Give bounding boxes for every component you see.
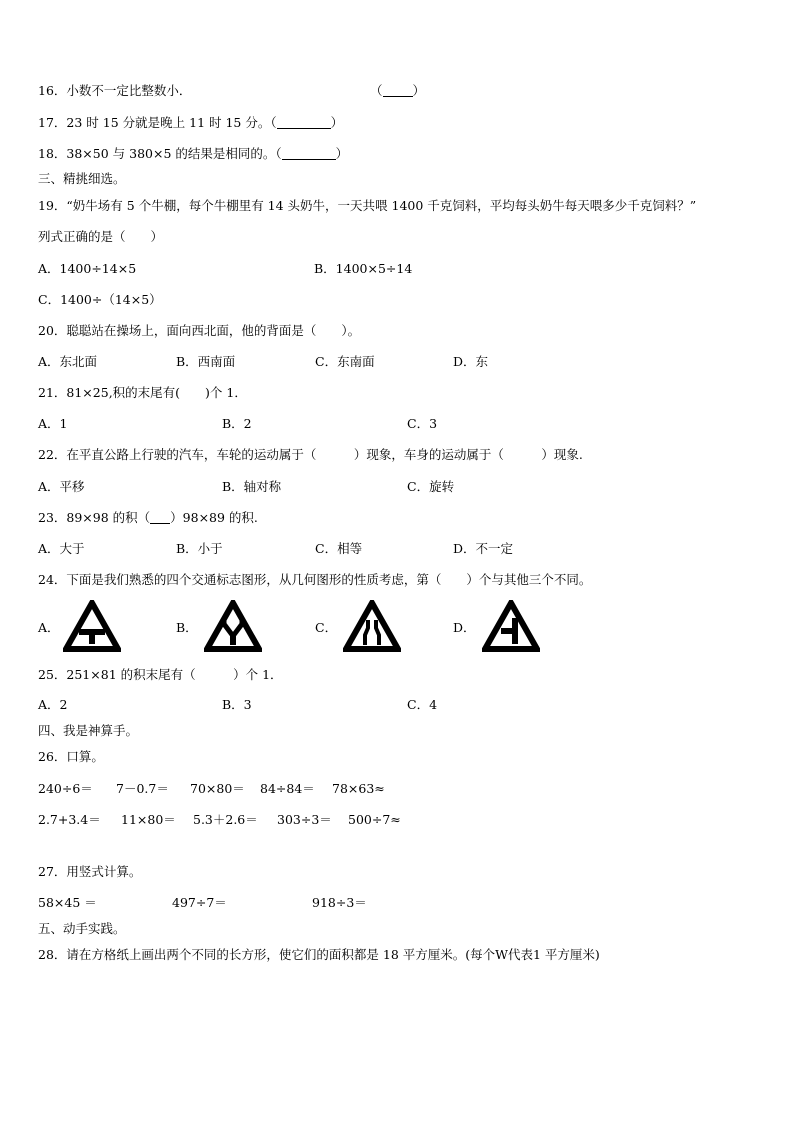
question-21: 21．81×25,积的末尾有( )个 1． xyxy=(38,385,247,400)
question-22: 22．在平直公路上行驶的汽车，车轮的运动属于（ ）现象，车身的运动属于（ ）现象. xyxy=(38,447,583,462)
mental-math-item: 78×63≈ xyxy=(332,781,385,796)
q20-option-d[interactable]: D．东 xyxy=(453,354,489,369)
q25-option-b[interactable]: B．3 xyxy=(222,697,252,712)
question-17-text: 17．23 时 15 分就是晚上 11 时 15 分。（ xyxy=(38,115,277,130)
section-heading-4: 四、我是神算手。 xyxy=(38,723,139,738)
question-16 xyxy=(38,83,191,99)
question-24: 24．下面是我们熟悉的四个交通标志图形，从几何图形的性质考虑，第（ ）个与其他三个不同。 xyxy=(38,572,592,587)
road-narrows-sign-icon xyxy=(343,600,401,652)
q23-option-c[interactable]: C．相等 xyxy=(315,541,363,556)
mental-math-item: 5.3＋2.6＝ xyxy=(193,812,258,827)
mental-math-item: 240÷6＝ xyxy=(38,781,93,796)
question-19-line-1: 19．“奶牛场有 5 个牛棚，每个牛棚里有 14 头奶牛，一天共喂 1400 千克饲料，平均每头奶牛每天喂多少千克饲料？” xyxy=(38,198,697,213)
q23-option-d[interactable]: D．不一定 xyxy=(453,541,514,556)
mental-math-item: 11×80＝ xyxy=(121,812,176,827)
mental-math-item: 84÷84＝ xyxy=(260,781,315,796)
question-19-line-2: 列式正确的是（ ） xyxy=(38,229,164,244)
q20-option-a[interactable]: A．东北面 xyxy=(38,354,98,369)
t-junction-sign-icon xyxy=(63,600,121,652)
q21-option-c[interactable]: C．3 xyxy=(407,416,438,431)
question-23-text-start: 23．89×98 的积（ xyxy=(38,510,151,525)
q24-option-a[interactable]: A． xyxy=(38,620,60,635)
question-25: 25．251×81 的积末尾有（ ）个 1． xyxy=(38,667,283,682)
q21-option-a[interactable]: A．1 xyxy=(38,416,68,431)
q24-option-b[interactable]: B． xyxy=(176,620,198,635)
section-heading-3: 三、精挑细选。 xyxy=(38,171,126,186)
question-23 xyxy=(38,510,258,526)
mental-math-item: 2.7+3.4＝ xyxy=(38,812,101,827)
side-road-sign-icon xyxy=(482,600,540,652)
question-26-title: 26．口算。 xyxy=(38,749,104,764)
paren-close: ） xyxy=(412,83,426,98)
question-20: 20．聪聪站在操场上，面向西北面，他的背面是（ ）。 xyxy=(38,323,361,338)
y-junction-sign-icon xyxy=(204,600,262,652)
question-18-text: 18．38×50 与 380×5 的结果是相同的。（ xyxy=(38,146,282,161)
question-23-text-end: ）98×89 的积. xyxy=(170,510,258,525)
q19-option-b[interactable]: B．1400×5÷14 xyxy=(314,261,413,276)
question-16-answer[interactable] xyxy=(370,83,425,99)
vertical-calc-item: 918÷3＝ xyxy=(312,895,367,910)
q24-option-d[interactable]: D． xyxy=(453,620,476,635)
vertical-calc-item: 58×45 ＝ xyxy=(38,895,97,910)
question-16-text: 16．小数不一定比整数小． xyxy=(38,83,192,98)
q19-option-a[interactable]: A．1400÷14×5 xyxy=(38,261,137,276)
answer-blank[interactable] xyxy=(277,116,331,129)
mental-math-item: 500÷7≈ xyxy=(348,812,401,827)
section-heading-5: 五、动手实践。 xyxy=(38,921,126,936)
q21-option-b[interactable]: B．2 xyxy=(222,416,252,431)
paren-open: （ xyxy=(370,83,383,98)
q19-option-c[interactable]: C．1400÷（14×5） xyxy=(38,292,162,307)
q23-option-b[interactable]: B．小于 xyxy=(176,541,223,556)
mental-math-item: 7－0.7＝ xyxy=(116,781,169,796)
mental-math-item: 303÷3＝ xyxy=(277,812,332,827)
q22-option-c[interactable]: C．旋转 xyxy=(407,479,455,494)
vertical-calc-item: 497÷7＝ xyxy=(172,895,227,910)
q20-option-b[interactable]: B．西南面 xyxy=(176,354,236,369)
answer-blank[interactable] xyxy=(282,147,336,160)
q23-option-a[interactable]: A．大于 xyxy=(38,541,85,556)
paren-close: ） xyxy=(330,115,344,130)
q25-option-a[interactable]: A．2 xyxy=(38,697,68,712)
question-28: 28．请在方格纸上画出两个不同的长方形，使它们的面积都是 18 平方厘米。(每个W代表1 平方厘米) xyxy=(38,947,600,962)
question-18 xyxy=(38,146,348,162)
question-27-title: 27．用竖式计算。 xyxy=(38,864,142,879)
q25-option-c[interactable]: C．4 xyxy=(407,697,438,712)
mental-math-item: 70×80＝ xyxy=(190,781,245,796)
q24-option-c[interactable]: C． xyxy=(315,620,338,635)
paren-close: ） xyxy=(335,146,349,161)
q22-option-a[interactable]: A．平移 xyxy=(38,479,85,494)
q22-option-b[interactable]: B．轴对称 xyxy=(222,479,282,494)
q20-option-c[interactable]: C．东南面 xyxy=(315,354,375,369)
question-17 xyxy=(38,115,343,131)
answer-blank[interactable] xyxy=(383,84,413,97)
answer-blank[interactable] xyxy=(150,511,170,524)
